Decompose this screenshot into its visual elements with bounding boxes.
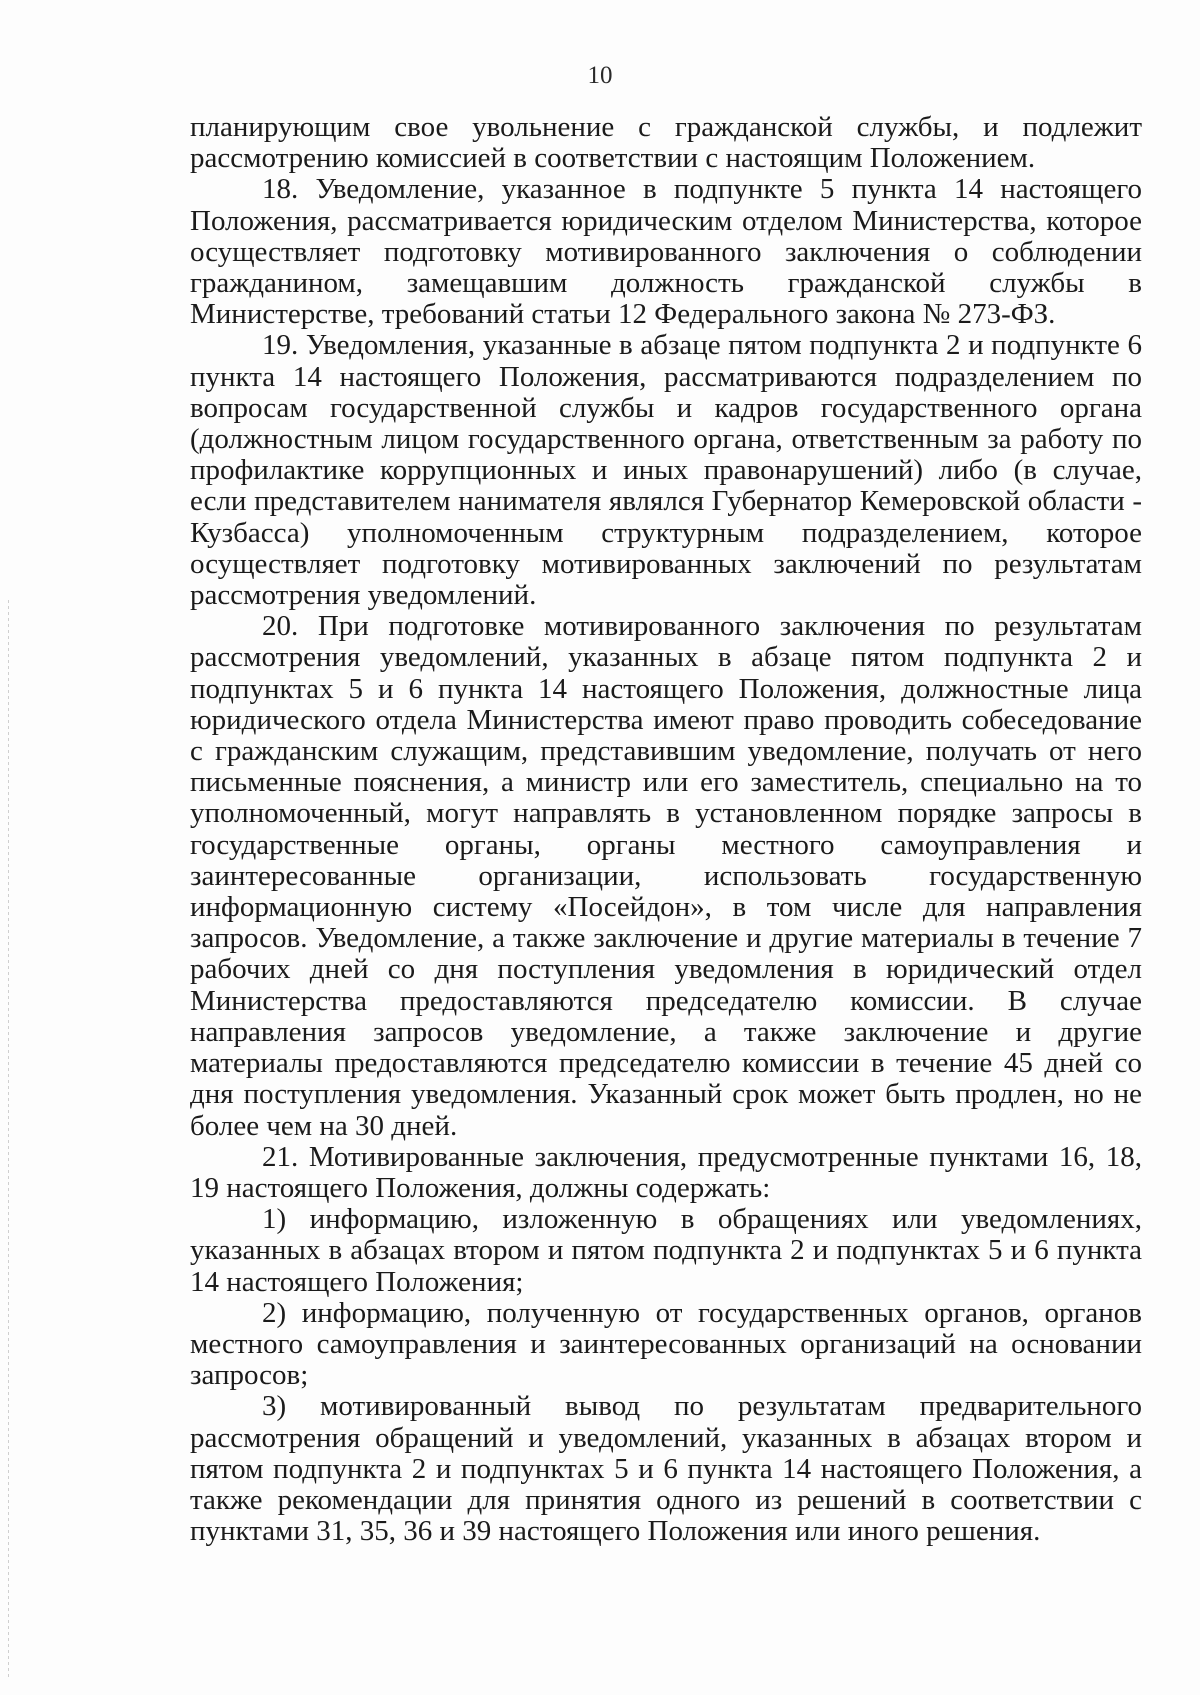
- scan-edge-mark: [8, 600, 9, 1680]
- paragraph-subitem-1: 1) информацию, изложенную в обращениях или уведомлениях, указанных в абзацах втором и пятом подпункта 2 и подпунктах 5 и 6 пункта 14 настоящего Положения;: [190, 1203, 1142, 1298]
- paragraph-item-19: 19. Уведомления, указанные в абзаце пятом подпункта 2 и подпункте 6 пункта 14 настоящего Положения, рассматриваются подразделением по вопросам государственной службы и кадров государственного органа (должностным лицом государственного органа, ответственным за работу по профилактике коррупционных и иных правонарушений) либо (в случае, если представителем нанимателя являлся Губернатор Кемеровской области - Кузбасса) уполномоченным структурным подразделением, которое осуществляет подготовку мотивированных заключений по результатам рассмотрения уведомлений.: [190, 329, 1142, 612]
- paragraph-continuation: планирующим свое увольнение с гражданской службы, и подлежит рассмотрению комиссией в соответствии с настоящим Положением.: [190, 111, 1142, 175]
- paragraph-item-21: 21. Мотивированные заключения, предусмотренные пунктами 16, 18, 19 настоящего Положения, должны содержать:: [190, 1140, 1142, 1204]
- paragraph-subitem-3: 3) мотивированный вывод по результатам предварительного рассмотрения обращений и уведомлений, указанных в абзацах втором и пятом подпункта 2 и подпунктах 5 и 6 пункта 14 настоящего Положения, а также рекомендации для принятия одного из решений в соответствии с пунктами 31, 35, 36 и 39 настоящего Положения или иного решения.: [190, 1390, 1142, 1548]
- page-number: 10: [587, 62, 613, 89]
- document-text-body: [190, 112, 1142, 1547]
- paragraph-subitem-2: 2) информацию, полученную от государственных органов, органов местного самоуправления и заинтересованных организаций на основании запросов;: [190, 1296, 1142, 1392]
- paragraph-item-18: 18. Уведомление, указанное в подпункте 5 пункта 14 настоящего Положения, рассматривается юридическим отделом Министерства, которое осуществляет подготовку мотивированного заключения о соблюдении гражданином, замещавшим должность гражданской службы в Министерстве, требований статьи 12 Федерального закона № 273-ФЗ.: [190, 173, 1142, 331]
- paragraph-item-20: 20. При подготовке мотивированного заключения по результатам рассмотрения уведомлений, указанных в абзаце пятом подпункта 2 и подпунктах 5 и 6 пункта 14 настоящего Положения, должностные лица юридического отдела Министерства имеют право проводить собеседование с гражданским служащим, представившим уведомление, получать от него письменные пояснения, а министр или его заместитель, специально на то уполномоченный, могут направлять в установленном порядке запросы в государственные органы, органы местного самоуправления и заинтересованные организации, использовать государственную информационную систему «Посейдон», в том числе для направления запросов. Уведомление, а также заключение и другие материалы в течение 7 рабочих дней со дня поступления уведомления в юридический отдел Министерства предоставляются председателю комиссии. В случае направления запросов уведомление, а также заключение и другие материалы предоставляются председателю комиссии в течение 45 дней со дня поступления уведомления. Указанный срок может быть продлен, но не более чем на 30 дней.: [190, 610, 1142, 1142]
